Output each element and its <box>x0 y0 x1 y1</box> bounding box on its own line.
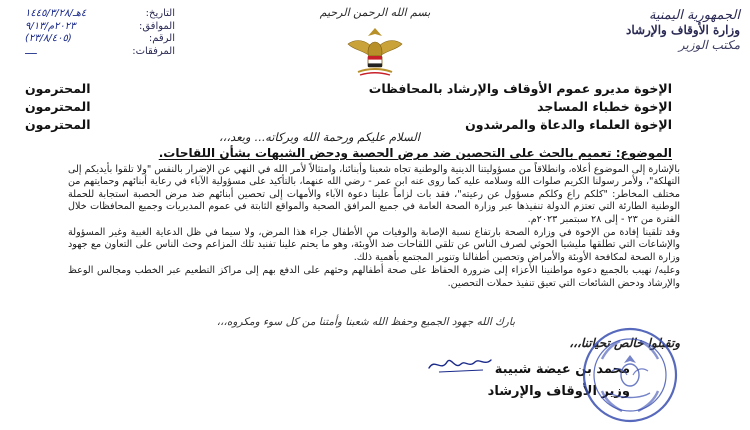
letter-body <box>68 164 680 291</box>
letter-reference-block <box>25 8 175 58</box>
closing-prayer: بارك الله جهود الجميع وحفظ الله شعبنا وأمتنا من كل سوء ومكروه،،، <box>216 316 515 328</box>
signatory-name: محمد بن عيضة شبيبة <box>494 362 630 377</box>
body-paragraph-2: وقد تلقينا إفادة من الإخوة في وزارة الصحة بارتفاع نسبة الإصابة والوفيات من الأطفال جراء هذا المرض، ولا سيما في ظل الدعاية الغبية وغير المسؤولة والإشاعات التي تطلقها مليشيا الحوثي لصرف الناس عن تلقي اللقاحات ضد الأوبئة، وهو ما يحتم علينا تفنيد تلك المزاعم وحث الناس على التعاون مع جهود وزارة الصحة لمكافحة الأوبئة والأمراض وتحصين أطفالنا وتنوير المجتمع بأهمية ذلك. <box>68 227 680 263</box>
honorific-2: المحترمون <box>25 99 91 114</box>
honorific-3: المحترمون <box>25 117 91 132</box>
addressee-1: الإخوة مديرو عموم الأوقاف والإرشاد بالمحافظات <box>368 81 672 96</box>
addressee-list <box>369 80 672 134</box>
date-value: ٤هـ/١٤٤٥/٣/٢٨ <box>25 8 87 19</box>
date-row <box>25 8 175 21</box>
greeting: السلام عليكم ورحمة الله وبركاته... وبعد،،، <box>219 130 420 144</box>
basmala: بسم الله الرحمن الرحيم <box>319 6 431 19</box>
body-paragraph-1: بالإشارة إلى الموضوع أعلاه، وانطلاقاً من مسؤوليتنا الدينية والوطنية تجاه شعبنا وأبنائنا، وامتثالاً لأمر الله في النهي عن الإضرار بالنفس "ولا تلقوا بأيديكم إلى التهلكة"، ولأمر رسولنا الكريم صلوات الله وسلامه عليه كما روى عنه ابن عمر - رضي الله عنهما، بالتأكيد على مسؤولية الآباء في رعاية أبنائهم وحمايتهم من مختلف المخاطر: "كلكم راع وكلكم مسؤول عن رعيته"، فقد بات لزاماً علينا دعوة الآباء والأمهات إلى تحصين أبنائهم ضد مرض الحصبة استجابة للحملة الوطنية الطارئة التي تعتزم الدولة تنفيذها عبر وزارة الصحة العامة في جميع المرافق الصحية والمواقع الثابتة في عموم المديريات وجميع المحافظات خلال الفترة من ٢٣ - إلى ٢٨ سبتمبر ٢٠٢٣م. <box>68 164 680 225</box>
corresponding-value: ٢٠٢٣م/٩/١٣ <box>25 20 76 32</box>
letterhead-center <box>305 6 445 84</box>
corresponding-label: الموافق: <box>138 20 175 32</box>
regards: وتقبلوا خالص تحياتنا،،، <box>569 336 680 350</box>
honorific-1: المحترمون <box>25 81 91 96</box>
number-label: الرقم: <box>148 33 175 44</box>
number-row <box>25 33 175 46</box>
letterhead-republic: الجمهورية اليمنية <box>648 8 740 23</box>
addressee-3: الإخوة العلماء والدعاة والمرشدون <box>465 117 672 132</box>
date-label: التاريخ: <box>145 8 175 19</box>
attachments-label: المرفقات: <box>132 45 175 57</box>
number-value: (٢٣/٨/٤٠٥) <box>25 33 72 44</box>
body-paragraph-3: وعليه/ نهيب بالجميع دعوة مواطنينا الأعزاء إلى ضرورة الحفاظ على صحة أطفالهم وحثهم على الدفع بهم إلى مراكز التطعيم عبر الخطب ومجالس الوعظ والإرشاد ودحض الشائعات التي تعيق تنفيذ حملات التحصين. <box>68 265 680 289</box>
signatory-title: وزير الأوقاف والإرشاد <box>487 384 630 399</box>
letterhead-ministry <box>560 8 740 53</box>
attachments-row <box>25 46 175 59</box>
corresponding-date-row <box>25 21 175 34</box>
handwritten-signature <box>425 350 495 376</box>
addressee-2: الإخوة خطباء المساجد <box>537 99 672 114</box>
letterhead-office: مكتب الوزير <box>678 38 740 52</box>
yemen-eagle-emblem-icon <box>340 22 410 80</box>
letterhead-ministry-name: وزارة الأوقاف والإرشاد <box>626 23 740 37</box>
letter-subject: الموضوع: تعميم بالحث على التحصين ضد مرض الحصبة ودحض الشبهات بشأن اللقاحات. <box>158 146 672 160</box>
attachments-value: ــــ <box>25 45 37 57</box>
honorific-list <box>25 80 91 134</box>
official-stamp-seal <box>580 325 680 425</box>
